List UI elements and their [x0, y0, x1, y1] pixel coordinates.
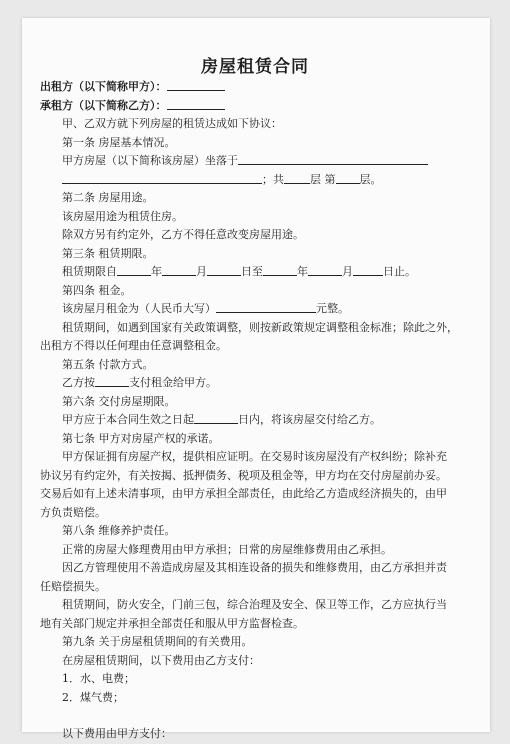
article-2-heading: 第二条 房屋用途。: [62, 191, 154, 204]
total-floors-label: ；共: [262, 172, 284, 186]
article-5-line: [40, 374, 445, 393]
delivery-label: 甲方应于本合同生效之日起: [62, 413, 194, 426]
article-6-line: [40, 411, 445, 430]
period-from-label: 租赁期限自: [62, 265, 117, 278]
start-month-blank: [162, 263, 196, 276]
article-7-heading: 第七条 甲方对房屋产权的承诺。: [62, 431, 220, 445]
article-9-line-2: 以下费用由甲方支付：: [62, 727, 172, 740]
rent-end: 元整。: [316, 302, 349, 315]
end-month-blank: [308, 263, 342, 276]
start-year-blank: [117, 263, 151, 276]
article-7-para-2: 协议另有约定外，有关按揭、抵押债务、税项及租金等，甲方均在交付房屋前办妥。: [40, 468, 447, 482]
lessee-label: 承租方（以下简称乙方）：: [40, 98, 167, 112]
article-7-para-1: 甲方保证拥有房屋产权，提供相应证明。在交易时该房屋没有产权纠纷；除补充: [62, 450, 447, 463]
article-2-line-1: 该房屋用途为租赁住房。: [62, 209, 183, 223]
start-day-blank: [207, 263, 241, 276]
article-8-heading: 第八条 维修养护责任。: [62, 524, 176, 537]
article-9-heading: 第九条 关于房屋租赁期间的有关费用。: [62, 635, 253, 648]
article-8-para-1: 正常的房屋大修理费用由甲方承担；日常的房屋维修费用由乙承担。: [62, 542, 392, 556]
delivery-end: 日内，将该房屋交付给乙方。: [238, 413, 381, 426]
floor-label: 层 第: [310, 172, 336, 186]
lessee-line: [40, 97, 445, 116]
article-3-heading: 第三条 租赁期限。: [62, 246, 154, 260]
article-9-item-2: 2．煤气费；: [62, 690, 124, 704]
month-label-2: 月: [342, 265, 353, 278]
location-blank: [238, 152, 428, 165]
article-8-para-2: 因乙方管理使用不善造成房屋及其相连设备的损失和维修费用，由乙方承担并责: [62, 561, 447, 574]
year-label: 年: [151, 265, 162, 278]
article-9-line-1: 在房屋租赁期间，以下费用由乙方支付：: [62, 653, 260, 667]
article-7-para-4: 方负责赔偿。: [40, 505, 106, 519]
article-8-para-5: 地有关部门规定并承担全部责任和服从甲方监督检查。: [40, 616, 304, 630]
document-title: 房屋租赁合同: [201, 57, 309, 77]
contract-body: [40, 60, 458, 744]
rent-blank: [216, 300, 316, 313]
intro: 甲、乙双方就下列房屋的租赁达成如下协议：: [62, 117, 282, 130]
article-4-para-1: 租赁期间，如遇到国家有关政策调整，则按新政策规定调整租金标准；除此之外，: [62, 320, 458, 334]
year-label-2: 年: [297, 265, 308, 278]
total-floors-blank: [284, 171, 310, 184]
day-to-label: 日至: [241, 265, 263, 278]
month-label: 月: [196, 265, 207, 278]
article-5-heading: 第五条 付款方式。: [62, 357, 154, 371]
day-end-label: 日止。: [383, 265, 416, 278]
article-8-para-3: 任赔偿损失。: [40, 579, 106, 593]
article-1-floor-line: [40, 171, 445, 190]
article-8-para-4: 租赁期间，防火安全，门前三包，综合治理及安全、保卫等工作，乙方应执行当: [62, 598, 447, 611]
article-3-period-line: [40, 263, 445, 282]
article-4-para-2: 出租方不得以任何理由任意调整租金。: [40, 339, 227, 352]
end-year-blank: [263, 263, 297, 276]
floor-end: 层。: [359, 172, 382, 186]
payment-end: 支付租金给甲方。: [129, 376, 217, 389]
payment-label: 乙方按: [62, 376, 95, 389]
article-7-para-3: 交易后如有上述未清事项，由甲方承担全部责任，由此给乙方造成经济损失的，由甲: [40, 487, 447, 500]
lessee-blank: [167, 97, 225, 110]
lessor-label: 出租方（以下简称甲方）：: [40, 80, 167, 93]
delivery-days-blank: [194, 411, 238, 424]
payment-blank: [95, 374, 129, 387]
article-2-line-2: 除双方另有约定外，乙方不得任意改变房屋用途。: [62, 228, 304, 241]
article-6-heading: 第六条 交付房屋期限。: [62, 394, 176, 408]
article-1-location-line: [40, 152, 445, 171]
location-label: 甲方房屋（以下简称该房屋）坐落于: [62, 154, 238, 167]
article-4-rent-line: [40, 300, 445, 319]
article-4-heading: 第四条 租金。: [62, 283, 132, 297]
article-1-heading: 第一条 房屋基本情况。: [62, 135, 176, 149]
lessor-line: [40, 78, 445, 97]
floor-blank: [336, 171, 360, 184]
end-day-blank: [353, 263, 383, 276]
rent-label: 该房屋月租金为（人民币大写）: [62, 302, 216, 315]
location-blank-2: [62, 171, 262, 184]
article-9-item-1: 1．水、电费；: [62, 672, 135, 685]
lessor-blank: [167, 78, 225, 91]
